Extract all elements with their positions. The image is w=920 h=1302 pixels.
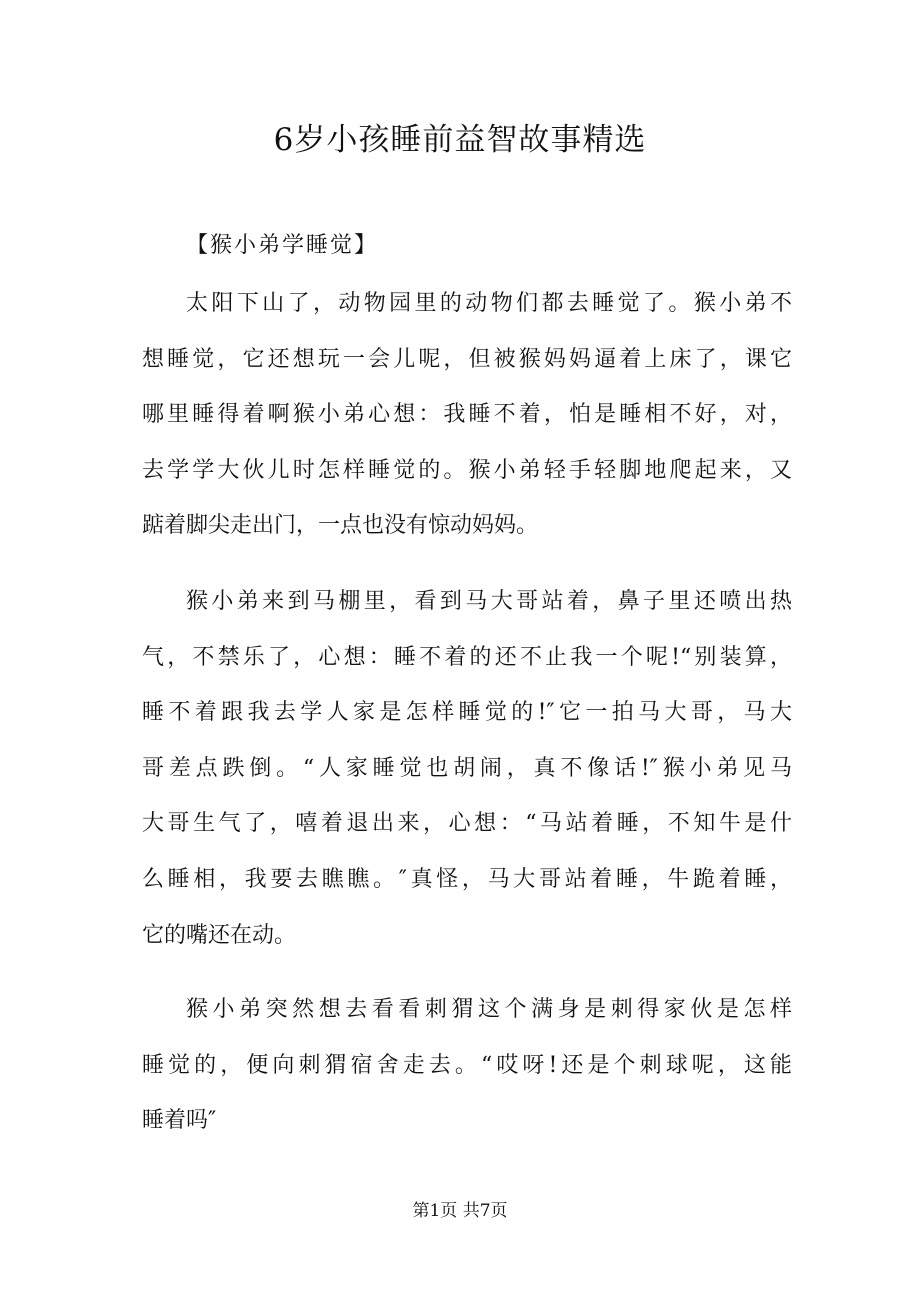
paragraph-line: 踮着脚尖走出门，一点也没有惊动妈妈。 [142, 513, 539, 539]
paragraph-1 [142, 276, 792, 554]
page-footer: 第1页 共7页 [412, 1201, 508, 1221]
paragraph-line: 哥差点跌倒。“人家睡觉也胡闹，真不像话!″猴小弟见马 [142, 755, 792, 781]
paragraph-line: 睡觉的，便向刺猬宿舍走去。“哎呀!还是个刺球呢，这能 [142, 1052, 792, 1078]
paragraph-line: 太阳下山了，动物园里的动物们都去睡觉了。猴小弟不 [186, 291, 792, 316]
section-heading: 【猴小弟学睡觉】 [186, 233, 379, 258]
paragraph-line: 猴小弟来到马棚里，看到马大哥站着，鼻子里还喷出热 [186, 589, 792, 614]
paragraph-line: 睡不着跟我去学人家是怎样睡觉的!″它一拍马大哥，马大 [142, 700, 792, 726]
paragraph-line: 它的嘴还在动。 [142, 922, 297, 948]
paragraph-2 [142, 574, 792, 963]
paragraph-line: 去学学大伙儿时怎样睡觉的。猴小弟轻手轻脚地爬起来，又 [142, 457, 792, 483]
paragraph-line: 猴小弟突然想去看看刺猬这个满身是刺得家伙是怎样 [186, 997, 792, 1022]
paragraph-line: 么睡相，我要去瞧瞧。″真怪，马大哥站着睡，牛跪着睡， [142, 866, 792, 892]
page-title: 6岁小孩睡前益智故事精选 [273, 122, 647, 158]
paragraph-line: 哪里睡得着啊猴小弟心想：我睡不着，怕是睡相不好，对， [142, 402, 792, 428]
paragraph-3 [142, 982, 792, 1149]
paragraph-line: 大哥生气了，嘻着退出来，心想：“马站着睡，不知牛是什 [142, 811, 792, 837]
paragraph-line: 想睡觉，它还想玩一会儿呢，但被猴妈妈逼着上床了，课它 [142, 346, 792, 372]
paragraph-line: 睡着吗″ [142, 1108, 217, 1134]
paragraph-line: 气，不禁乐了，心想：睡不着的还不止我一个呢!“别装算， [142, 644, 792, 670]
